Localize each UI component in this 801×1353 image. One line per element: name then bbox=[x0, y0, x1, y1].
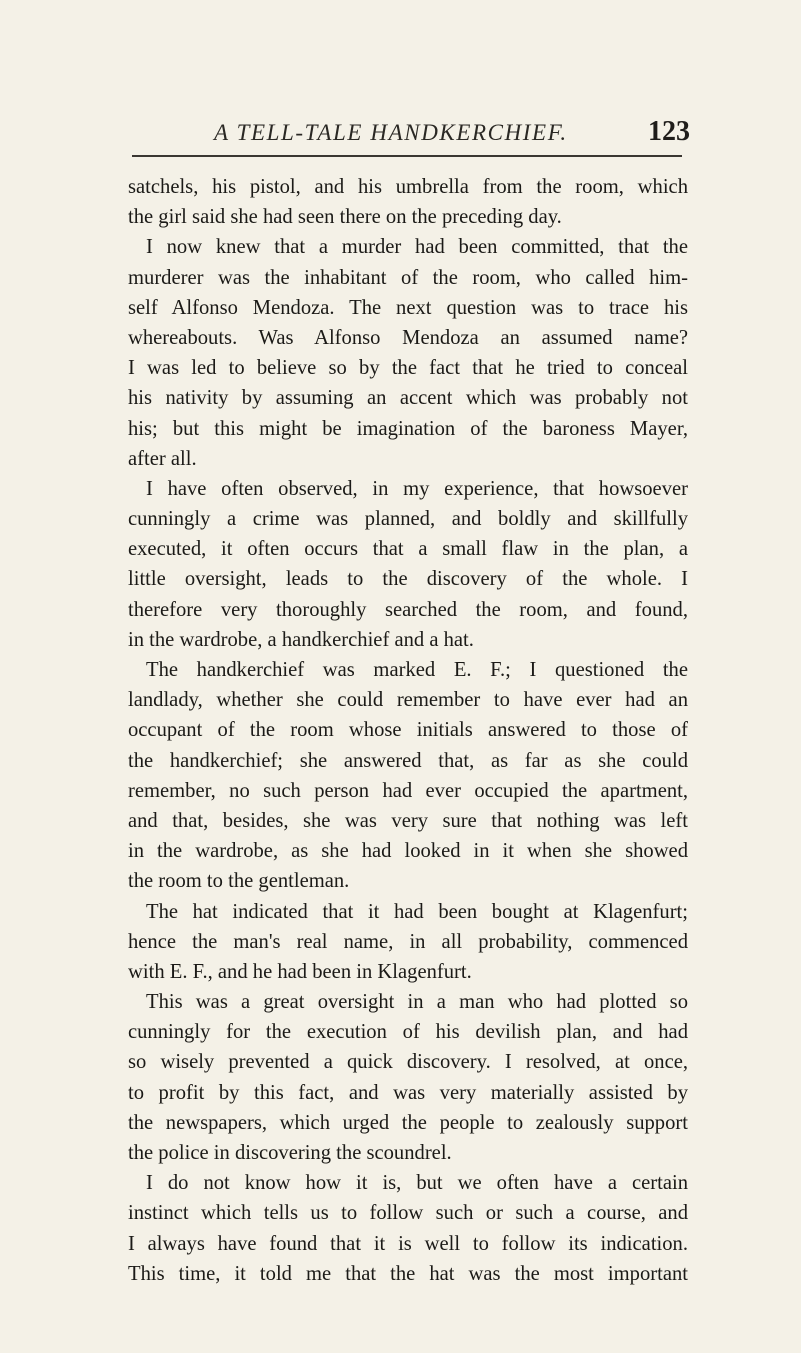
running-head bbox=[0, 116, 801, 152]
text-line: instinct which tells us to follow such or such a course, and bbox=[128, 1202, 688, 1225]
text-line: therefore very thoroughly searched the room, and found, bbox=[128, 598, 688, 621]
text-line: murderer was the inhabitant of the room, who called him- bbox=[128, 266, 688, 289]
text-line: after all. bbox=[128, 447, 197, 470]
text-line: the newspapers, which urged the people to zealously support bbox=[128, 1111, 688, 1134]
text-line: This was a great oversight in a man who had plotted so bbox=[146, 991, 688, 1014]
text-line: the handkerchief; she answered that, as far as she could bbox=[128, 749, 688, 772]
page-number: 123 bbox=[648, 116, 690, 147]
text-line: satchels, his pistol, and his umbrella from the room, which bbox=[128, 176, 688, 198]
text-line: hence the man's real name, in all probability, commenced bbox=[128, 930, 688, 953]
text-line: the police in discovering the scoundrel. bbox=[128, 1142, 452, 1164]
text-line: with E. F., and he had been in Klagenfurt. bbox=[128, 960, 472, 983]
text-line: The handkerchief was marked E. F.; I questioned the bbox=[146, 659, 688, 681]
text-line: executed, it often occurs that a small flaw in the plan, a bbox=[128, 538, 688, 561]
text-line: The hat indicated that it had been bought at Klagenfurt; bbox=[146, 900, 688, 923]
text-line: I now knew that a murder had been committed, that the bbox=[146, 236, 688, 259]
text-line: remember, no such person had ever occupied the apartment, bbox=[128, 779, 688, 802]
text-line: cunningly a crime was planned, and boldly and skillfully bbox=[128, 508, 688, 531]
text-line: landlady, whether she could remember to have ever had an bbox=[128, 689, 688, 712]
text-line: I have often observed, in my experience, that howsoever bbox=[146, 477, 688, 500]
text-line: to profit by this fact, and was very materially assisted by bbox=[128, 1081, 688, 1104]
text-line: his; but this might be imagination of the baroness Mayer, bbox=[128, 417, 688, 440]
text-line: occupant of the room whose initials answered to those of bbox=[128, 719, 688, 742]
text-line: whereabouts. Was Alfonso Mendoza an assumed name? bbox=[128, 326, 688, 349]
body-text bbox=[128, 172, 688, 1289]
text-line: the girl said she had seen there on the preceding day. bbox=[128, 206, 562, 229]
text-line: his nativity by assuming an accent which was probably not bbox=[128, 387, 688, 410]
text-line: the room to the gentleman. bbox=[128, 870, 350, 893]
text-line: so wisely prevented a quick discovery. I resolved, at once, bbox=[128, 1051, 688, 1074]
text-line: I do not know how it is, but we often have a certain bbox=[146, 1172, 688, 1195]
text-line: cunningly for the execution of his devilish plan, and had bbox=[128, 1021, 688, 1044]
text-line: This time, it told me that the hat was the most important bbox=[128, 1262, 688, 1285]
text-line: I was led to believe so by the fact that he tried to conceal bbox=[128, 357, 688, 380]
text-line: and that, besides, she was very sure that nothing was left bbox=[128, 809, 688, 832]
text-line: self Alfonso Mendoza. The next question was to trace his bbox=[128, 296, 688, 319]
running-title: A TELL-TALE HANDKERCHIEF. bbox=[214, 120, 568, 145]
text-line: in the wardrobe, as she had looked in it when she showed bbox=[128, 840, 688, 863]
text-line: little oversight, leads to the discovery of the whole. I bbox=[128, 568, 688, 591]
header-rule bbox=[132, 155, 682, 157]
text-line: in the wardrobe, a handkerchief and a hat. bbox=[128, 628, 474, 651]
text-line: I always have found that it is well to follow its indication. bbox=[128, 1232, 688, 1255]
